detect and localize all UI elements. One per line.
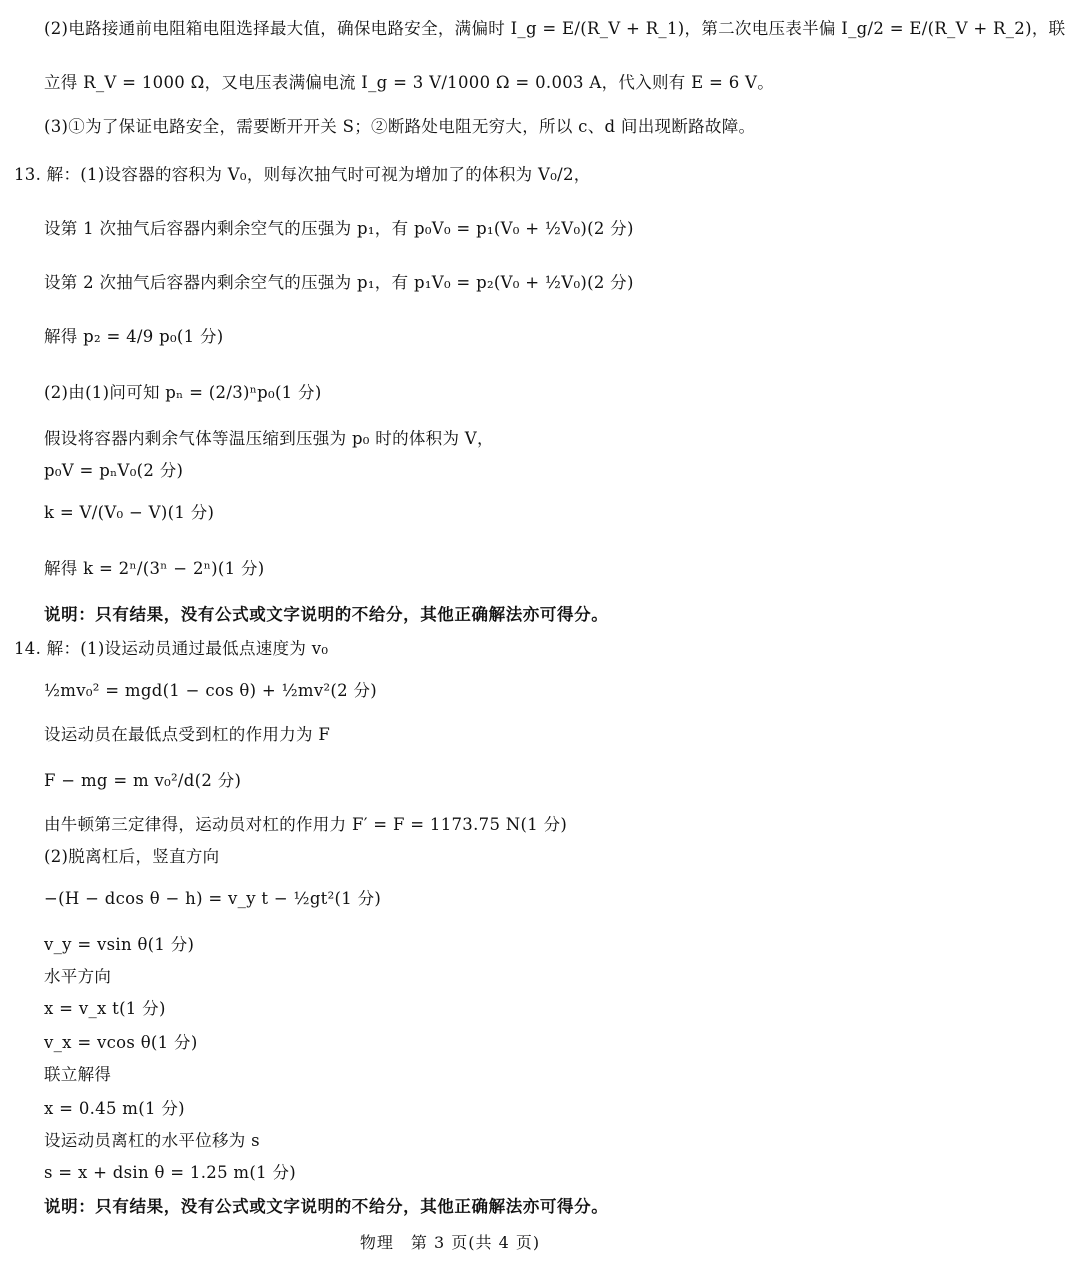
page-footer: 物理 第 3 页(共 4 页) xyxy=(359,1233,541,1252)
text-line: v_y = vsin θ(1 分) xyxy=(44,935,195,954)
text-line: x = 0.45 m(1 分) xyxy=(44,1099,185,1118)
text-line: (3)①为了保证电路安全，需要断开开关 S；②断路处电阻无穷大，所以 c、d 间出现断路故障。 xyxy=(44,117,756,136)
text-line: F − mg = m v₀²/d(2 分) xyxy=(44,771,242,790)
text-line: 设第 2 次抽气后容器内剩余空气的压强为 p₁，有 p₁V₀ = p₂(V₀ + ½V₀)(2 分) xyxy=(44,273,634,292)
text-line: p₀V = pₙV₀(2 分) xyxy=(44,461,184,480)
text-line: 假设将容器内剩余气体等温压缩到压强为 p₀ 时的体积为 V， xyxy=(44,429,494,448)
text-line: 水平方向 xyxy=(44,967,112,986)
note-line: 说明：只有结果，没有公式或文字说明的不给分，其他正确解法亦可得分。 xyxy=(44,1197,609,1216)
text-line: 14. 解：(1)设运动员通过最低点速度为 v₀ xyxy=(14,639,329,658)
text-line: s = x + dsin θ = 1.25 m(1 分) xyxy=(44,1163,296,1182)
text-line: 设第 1 次抽气后容器内剩余空气的压强为 p₁，有 p₀V₀ = p₁(V₀ + ½V₀)(2 分) xyxy=(44,219,634,238)
text-line: 设运动员在最低点受到杠的作用力为 F xyxy=(44,725,331,744)
text-line: (2)脱离杠后，竖直方向 xyxy=(44,847,220,866)
text-line: (2)由(1)问可知 pₙ = (2/3)ⁿp₀(1 分) xyxy=(44,383,322,402)
text-line: 立得 R_V = 1000 Ω，又电压表满偏电流 I_g = 3 V/1000 Ω = 0.003 A，代入则有 E = 6 V。 xyxy=(44,73,775,92)
text-line: ½mv₀² = mgd(1 − cos θ) + ½mv²(2 分) xyxy=(44,681,377,700)
text-line: 解得 k = 2ⁿ/(3ⁿ − 2ⁿ)(1 分) xyxy=(44,559,265,578)
text-line: 解得 p₂ = 4/9 p₀(1 分) xyxy=(44,327,224,346)
text-line: −(H − dcos θ − h) = v_y t − ½gt²(1 分) xyxy=(44,889,382,908)
text-line: 由牛顿第三定律得，运动员对杠的作用力 F′ = F = 1173.75 N(1 分) xyxy=(44,815,568,834)
text-line: 设运动员离杠的水平位移为 s xyxy=(44,1131,260,1150)
text-line: k = V/(V₀ − V)(1 分) xyxy=(44,503,215,522)
text-line: v_x = vcos θ(1 分) xyxy=(44,1033,198,1052)
text-line: 联立解得 xyxy=(44,1065,112,1084)
text-line: (2)电路接通前电阻箱电阻选择最大值，确保电路安全，满偏时 I_g = E/(R_V + R_1)，第二次电压表半偏 I_g/2 = E/(R_V + R_2)，联 xyxy=(44,19,1065,38)
note-line: 说明：只有结果，没有公式或文字说明的不给分，其他正确解法亦可得分。 xyxy=(44,605,609,624)
text-line: 13. 解：(1)设容器的容积为 V₀，则每次抽气时可视为增加了的体积为 V₀/2， xyxy=(14,165,591,184)
text-line: x = v_x t(1 分) xyxy=(44,999,166,1018)
